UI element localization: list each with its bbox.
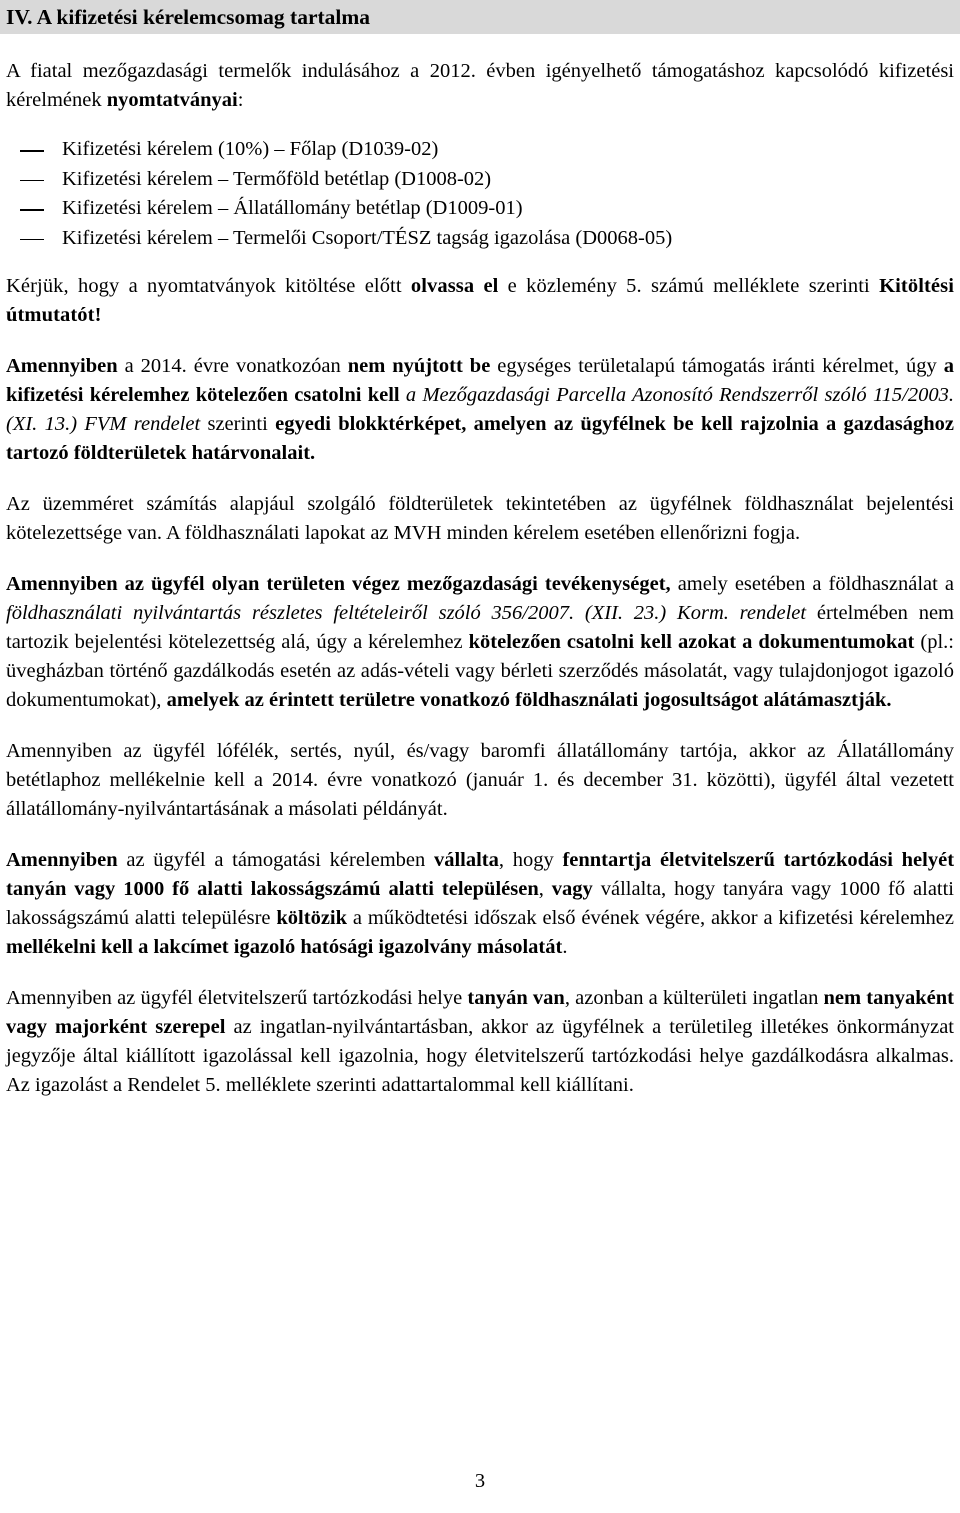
text: szerinti [200, 413, 276, 435]
text: a 2014. évre vonatkozóan [117, 355, 348, 377]
blokkterkep-paragraph [6, 352, 954, 468]
bold-text: Amennyiben [6, 355, 118, 377]
bold-text: a kifizetési kérelemhez kötelezően csatolni kell [6, 355, 954, 406]
text: vállalta, hogy tanyára vagy 1000 fő alatti lakosságszámú alatti településre [6, 878, 955, 929]
bold-text: fenntartja életvitelszerű tartózkodási helyét tanyán vagy 1000 fő alatti lakosságszámú alatti településen [6, 849, 955, 900]
mezogazdasagi-paragraph [6, 570, 954, 715]
bold-text: költözik [276, 907, 348, 929]
list-item-text: Kifizetési kérelem – Termelői Csoport/TÉSZ tagság igazolása (D0068-05) [62, 226, 673, 249]
text: a működtetési időszak első évének végére, akkor a kifizetési kérelemhez [347, 907, 954, 929]
allatallomany-paragraph [6, 737, 954, 824]
text: , azonban a külterületi ingatlan [564, 987, 824, 1009]
dash-bullet-icon [20, 150, 44, 152]
dash-bullet-icon [20, 209, 44, 211]
bold-text: Amennyiben az ügyfél olyan területen végez mezőgazdasági tevékenységet, [6, 573, 671, 595]
italic-text: földhasználati nyilvántartás részletes feltételeiről szóló 356/2007. (XII. 23.) Korm. rendelet [6, 602, 807, 624]
list-item [6, 194, 954, 224]
bold-text: Amennyiben [6, 849, 118, 871]
text: az ügyfél a támogatási kérelemben [117, 849, 434, 871]
kulterulet-paragraph [6, 984, 954, 1100]
notice-text: Kérjük, hogy a nyomtatványok kitöltése előtt [6, 275, 411, 297]
tanya-paragraph [6, 846, 954, 962]
text: értelmében nem tartozik bejelentési kötelezettség alá, úgy a kérelemhez [6, 602, 955, 653]
section-header [0, 0, 960, 34]
list-item-text: Kifizetési kérelem – Termőföld betétlap (D1008-02) [62, 167, 492, 190]
dash-bullet-icon [20, 180, 44, 182]
text: az ingatlan-nyilvántartásban, akkor az ügyfélnek a területileg illetékes önkormányzat jegyzője által kiállított igazolással kell igazolnia, hogy életvitelszerű tartózkodási helye gazdálkodásra alkalmas. Az igazolást a Rendelet 5. melléklete szerinti adattartalommal kell kiállítani. [6, 1016, 954, 1096]
uzemmeret-paragraph [6, 490, 954, 548]
bold-text: nem tanyaként vagy majorként szerepel [6, 987, 954, 1038]
bold-text: nem nyújtott be [347, 355, 491, 377]
list-item [6, 165, 954, 195]
dash-bullet-icon [20, 239, 44, 241]
text: Amennyiben az ügyfél lófélék, sertés, nyúl, és/vagy baromfi állatállomány tartója, akkor az Állatállomány betétlaphoz mellékelnie kell a 2014. évre vonatkozó (január 1. és december 31. közötti), ügyfél által vezetett állatállomány-nyilvántartásának a másolati példányát. [6, 740, 954, 820]
bold-text: vagy [551, 878, 593, 900]
list-item-text: Kifizetési kérelem (10%) – Főlap (D1039-02) [62, 138, 439, 160]
form-list [6, 135, 954, 253]
italic-text: a Mezőgazdasági Parcella Azonosító Rendszerről szóló 115/2003. (XI. 13.) FVM rendelet [6, 384, 954, 435]
intro-text: A fiatal mezőgazdasági termelők indulásához a 2012. évben igényelhető támogatáshoz kapcsolódó kifizetési kérelmének [6, 60, 954, 111]
intro-text-end: : [237, 89, 244, 111]
text: Amennyiben az ügyfél életvitelszerű tartózkodási helye [6, 987, 468, 1009]
bold-text: egyedi blokktérképet, amelyen az ügyfélnek be kell rajzolnia a gazdasághoz tartozó földterületek határvonalait. [6, 413, 955, 464]
bold-text: tanyán van [467, 987, 565, 1009]
bold-text: kötelezően csatolni kell azokat a dokumentumokat [468, 631, 915, 653]
list-item [6, 224, 954, 254]
bold-text: vállalta [433, 849, 499, 871]
notice-bold: olvassa el [410, 275, 499, 297]
text: (pl.: üvegházban történő gazdálkodás esetén az adás-vételi vagy bérleti szerződés másolatát, vagy tulajdonjogot igazoló dokumentumokat), [6, 631, 954, 711]
list-item [6, 135, 954, 165]
text: , hogy [498, 849, 563, 871]
intro-paragraph [6, 57, 954, 115]
text: . [562, 936, 568, 958]
text: egységes területalapú támogatás iránti kérelmet, úgy [490, 355, 944, 377]
bold-text: mellékelni kell a lakcímet igazoló hatósági igazolvány másolatát [6, 936, 563, 958]
page-number: 3 [474, 1470, 486, 1492]
text: amely esetében a földhasználat a [670, 573, 954, 595]
list-item-text: Kifizetési kérelem – Állatállomány betétlap (D1009-01) [62, 197, 523, 219]
intro-bold: nyomtatványai [106, 89, 238, 111]
notice-bold-2: Kitöltési útmutatót! [6, 275, 954, 326]
bold-text: amelyek az érintett területre vonatkozó földhasználati jogosultságot alátámasztják. [166, 689, 892, 711]
notice-paragraph [6, 272, 954, 330]
text: , [538, 878, 552, 900]
text: Az üzemméret számítás alapjául szolgáló földterületek tekintetében az ügyfélnek földhasználat bejelentési kötelezettsége van. A földhasználati lapokat az MVH minden kérelem esetében ellenőrizni fogja. [6, 493, 954, 544]
notice-text-2: e közlemény 5. számú melléklete szerinti [498, 275, 880, 297]
section-title: IV. A kifizetési kérelemcsomag tartalma [6, 5, 371, 29]
